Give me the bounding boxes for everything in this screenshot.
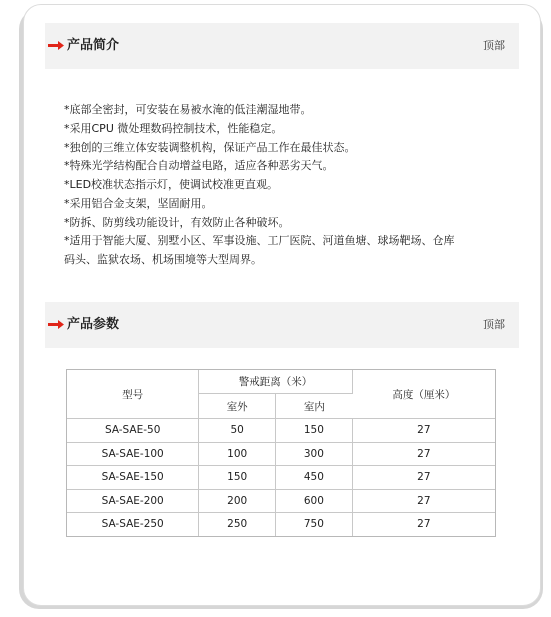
section-title: 产品简介 — [67, 38, 120, 53]
back-to-top-link[interactable]: 顶部 — [483, 318, 505, 331]
feature-item: *适用于智能大厦、别墅小区、军事设施、工厂医院、河道鱼塘、球场靶场、仓库 — [64, 234, 455, 248]
cell-outdoor: 200 — [199, 490, 276, 514]
arrow-right-icon — [48, 41, 64, 50]
table-row — [67, 419, 495, 443]
cell-height: 27 — [417, 518, 431, 531]
cell-indoor: 300 — [276, 443, 353, 467]
cell-indoor: 450 — [276, 466, 353, 490]
header-indoor: 室内 — [276, 394, 353, 419]
arrow-right-icon — [48, 320, 64, 329]
cell-height: 27 — [353, 490, 495, 514]
feature-item: *采用CPU 微处理数码控制技术，性能稳定。 — [64, 121, 283, 135]
cell-height: 27 — [353, 443, 495, 467]
section-header-intro — [45, 23, 519, 69]
feature-item: *LED校准状态指示灯，使调试校准更直观。 — [64, 178, 279, 191]
header-height: 高度（厘米） — [353, 370, 495, 419]
params-table — [66, 369, 496, 537]
header-distance: 警戒距离（米） — [199, 370, 352, 394]
feature-item: *底部全密封，可安装在易被水淹的低洼潮湿地带。 — [64, 103, 312, 116]
back-to-top-link[interactable]: 顶部 — [483, 39, 505, 52]
feature-item: *独创的三维立体安装调整机构，保证产品工作在最佳状态。 — [64, 140, 356, 154]
feature-item: 码头、监狱农场、机场围境等大型周界。 — [64, 253, 262, 266]
header-model: 型号 — [67, 370, 199, 419]
table-row — [67, 490, 495, 514]
cell-model: SA-SAE-250 — [67, 513, 199, 536]
cell-model: SA-SAE-50 — [67, 419, 199, 443]
feature-item: *采用铝合金支架，坚固耐用。 — [64, 196, 213, 210]
cell-outdoor: 50 — [199, 419, 276, 443]
table-row — [67, 443, 495, 467]
cell-height: 27 — [353, 419, 495, 443]
table-row — [67, 466, 495, 490]
cell-indoor: 150 — [276, 419, 353, 443]
section-title: 产品参数 — [67, 317, 120, 332]
cell-model: SA-SAE-200 — [67, 490, 199, 514]
section-header-params — [45, 302, 519, 348]
feature-item: *防拆、防剪线功能设计，有效防止各种破坏。 — [64, 215, 290, 229]
cell-model: SA-SAE-100 — [67, 443, 199, 467]
feature-item: *特殊光学结构配合自动增益电路，适应各种恶劣天气。 — [64, 159, 334, 173]
cell-indoor: 600 — [276, 490, 353, 514]
cell-outdoor: 250 — [199, 513, 276, 536]
feature-list — [64, 101, 504, 270]
cell-indoor: 750 — [276, 513, 353, 536]
table-row — [67, 513, 495, 536]
cell-height: 27 — [353, 466, 495, 490]
header-outdoor: 室外 — [199, 394, 276, 419]
cell-outdoor: 100 — [199, 443, 276, 467]
cell-model: SA-SAE-150 — [67, 466, 199, 490]
cell-outdoor: 150 — [199, 466, 276, 490]
